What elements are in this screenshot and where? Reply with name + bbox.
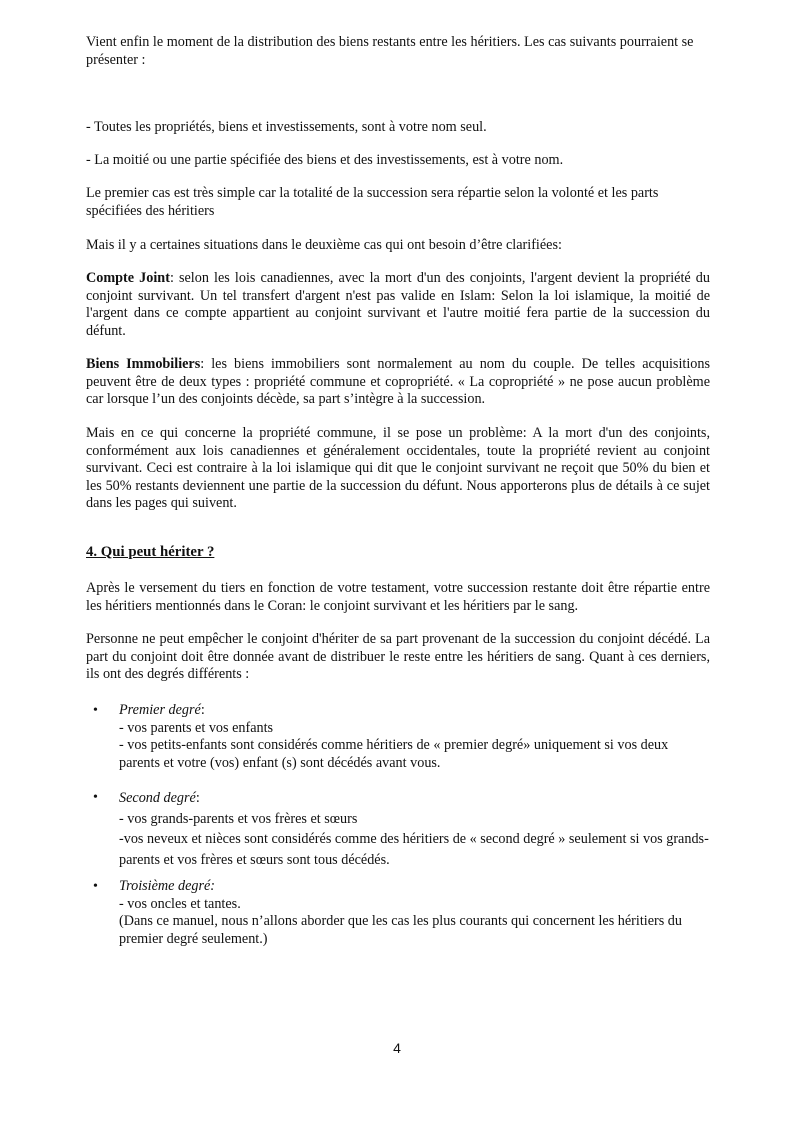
degree-title: Second degré <box>119 790 196 806</box>
degree-line: - vos grands-parents et vos frères et sœurs <box>119 810 358 827</box>
real-estate-term: Biens Immobiliers <box>86 356 201 372</box>
bullet-icon: • <box>93 790 98 805</box>
degree-line: - vos petits-enfants sont considérés comme héritiers de « premier degré» uniquement si vos deux parents et votre (vos) enfant (s) sont décédés avant vous. <box>119 737 669 771</box>
joint-account-text: : selon les lois canadiennes, avec la mort d'un des conjoints, l'argent devient la propriété du conjoint survivant. Un tel transfert d'argent n'est pas valide en Islam: Selon la loi islamique, la moitié de l'argent dans ce compte appartient au conjoint survivant et l'autre moitié fera partie de la succession du défunt. <box>86 270 710 339</box>
case-one-item: - Toutes les propriétés, biens et investissements, sont à votre nom seul. <box>86 119 487 135</box>
degree-title: Premier degré <box>119 702 201 718</box>
degree-title: Troisième degré: <box>119 878 216 894</box>
degree-line: (Dans ce manuel, nous n’allons aborder que les cas les plus courants qui concernent les héritiers du premier degré seulement.) <box>119 913 682 947</box>
first-case-paragraph: Le premier cas est très simple car la totalité de la succession sera répartie selon la volonté et les parts spécifiées des héritiers <box>86 185 659 219</box>
degree-line: - vos oncles et tantes. <box>119 895 241 912</box>
intro-paragraph: Vient enfin le moment de la distribution des biens restants entre les héritiers. Les cas suivants pourraient se présenter : <box>86 34 694 68</box>
degree-line: - vos parents et vos enfants <box>119 719 274 736</box>
common-property-paragraph: Mais en ce qui concerne la propriété commune, il se pose un problème: A la mort d'un des conjoints, conformément aux lois canadiennes et généralement occidentales, toute la propriété revient au conjoint survivant. Ceci est contraire à la loi islamique qui dit que le conjoint survivant ne reçoit que 50% du bien et les 50% restants deviennent une partie de la succession du défunt. Nous apporterons plus de détails à ce sujet dans les pages qui suivent. <box>86 425 710 512</box>
second-case-paragraph: Mais il y a certaines situations dans le deuxième cas qui ont besoin d’être clarifiées: <box>86 237 562 253</box>
real-estate-text: : les biens immobiliers sont normalement au nom du couple. De telles acquisitions peuvent être de deux types : propriété commune et copropriété. « La copropriété » ne pose aucun problème car lorsque l’un des conjoints décède, sa part s’intègre à la succession. <box>86 356 710 408</box>
bullet-icon: • <box>93 703 98 718</box>
joint-account-term: Compte Joint <box>86 270 170 286</box>
spouse-share-paragraph: Personne ne peut empêcher le conjoint d'hériter de sa part provenant de la succession du conjoint décédé. La part du conjoint doit être donnée avant de distribuer le reste entre les héritiers de sang. Quant à ces derniers, ils ont des degrés différents : <box>86 631 710 683</box>
section-heading: 4. Qui peut hériter ? <box>86 544 215 560</box>
section-intro-paragraph: Après le versement du tiers en fonction de votre testament, votre succession restante doit être répartie entre les héritiers mentionnés dans le Coran: le conjoint survivant et les héritiers par le sang. <box>86 580 710 614</box>
case-two-item: - La moitié ou une partie spécifiée des biens et des investissements, est à votre nom. <box>86 152 564 168</box>
joint-account-paragraph <box>86 270 710 340</box>
degree-line: -vos neveux et nièces sont considérés comme des héritiers de « second degré » seulement si vos grands-parents et vos frères et sœurs sont tous décédés. <box>119 831 709 868</box>
bullet-icon: • <box>93 879 98 894</box>
page-number: 4 <box>393 1040 401 1056</box>
real-estate-paragraph <box>86 356 710 409</box>
